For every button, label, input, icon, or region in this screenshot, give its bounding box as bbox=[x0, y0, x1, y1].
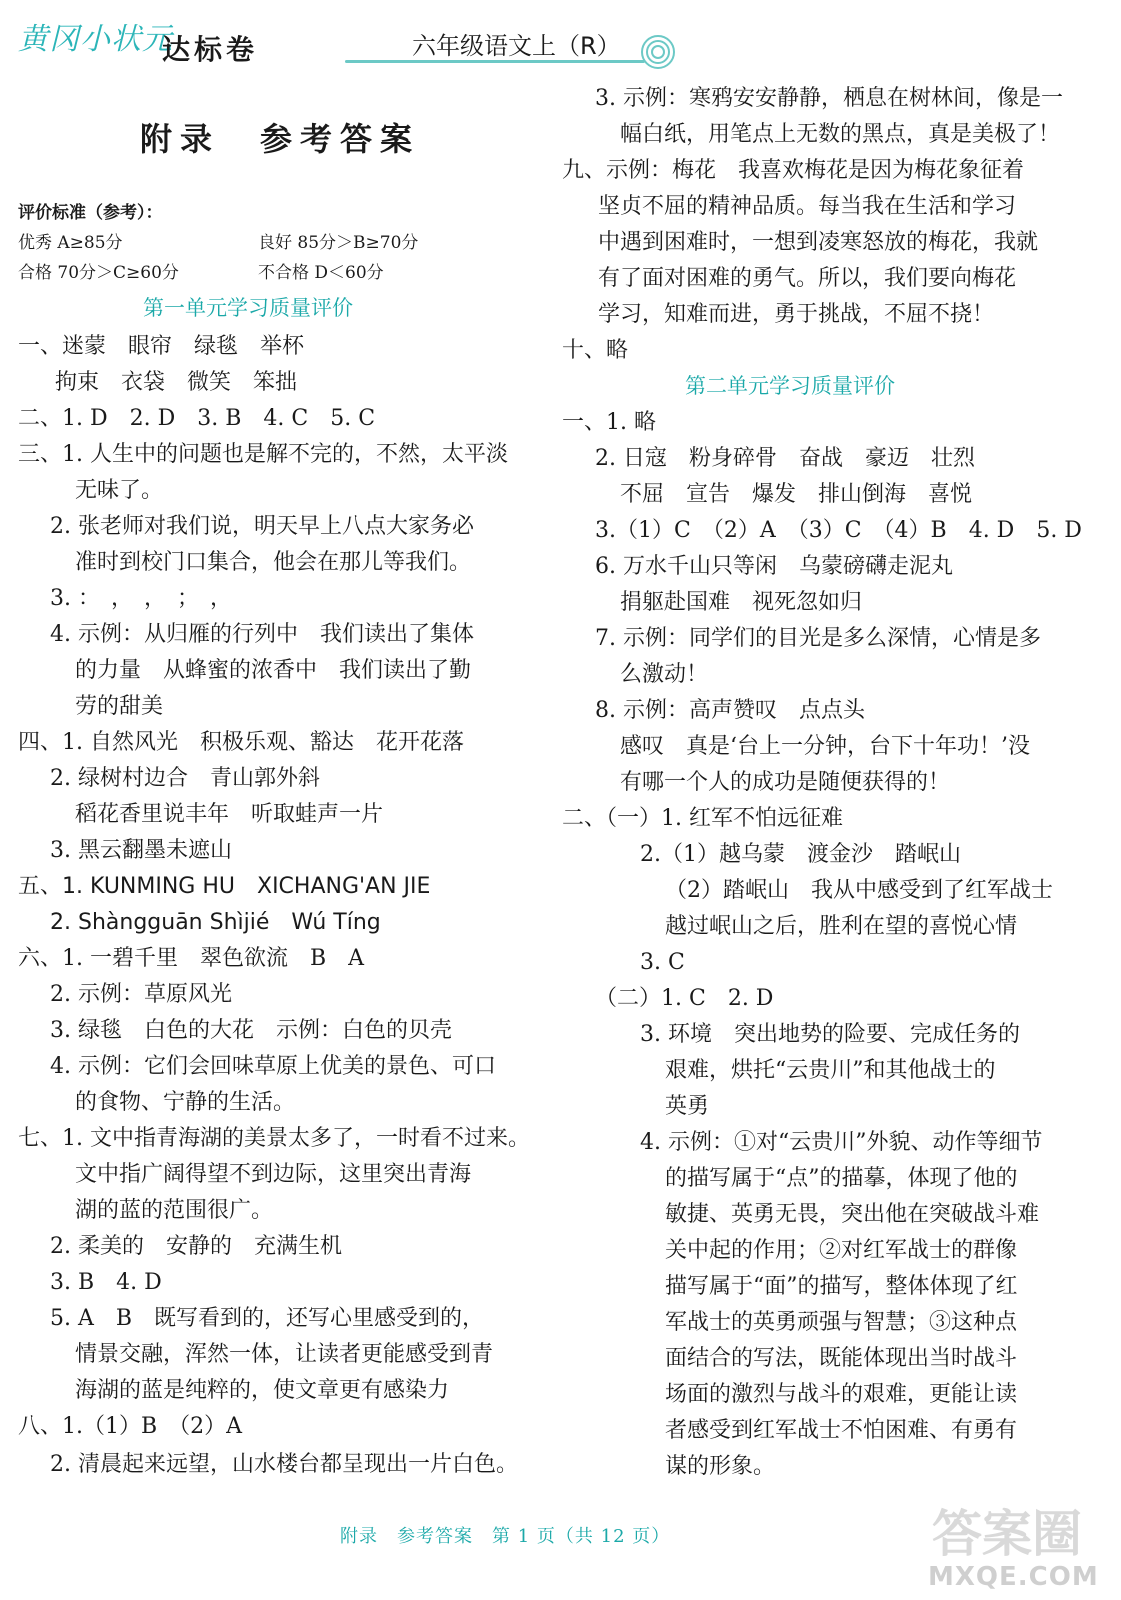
subject-label: 六年级语文上（R） bbox=[412, 32, 621, 60]
watermark-url: MXQE.COM bbox=[928, 1562, 1099, 1592]
answer-line: 幅白纸，用笔点上无数的黑点，真是美极了！ bbox=[620, 122, 1061, 147]
answer-line: 二、1. D 2. D 3. B 4. C 5. C bbox=[18, 406, 376, 431]
answer-line: 谋的形象。 bbox=[665, 1454, 776, 1479]
answer-line: 一、迷蒙 眼帘 绿毯 举杯 bbox=[18, 334, 305, 359]
answer-line: 6. 万水千山只等闲 乌蒙磅礴走泥丸 bbox=[595, 554, 953, 579]
answer-line: 军战士的英勇顽强与智慧；③这种点 bbox=[665, 1310, 1018, 1335]
answer-line: 八、1.（1）B （2）A bbox=[18, 1414, 243, 1439]
answer-line: 学习，知难而进，勇于挑战，不屈不挠！ bbox=[598, 302, 995, 327]
answer-line: 2. Shàngguān Shìjié Wú Tíng bbox=[50, 910, 381, 935]
answer-line: 劳的甜美 bbox=[75, 694, 164, 719]
answer-line: （2）踏岷山 我从中感受到了红军战士 bbox=[665, 878, 1053, 903]
answer-line: 2. 清晨起来远望，山水楼台都呈现出一片白色。 bbox=[50, 1452, 518, 1477]
answer-line: 敏捷、英勇无畏，突出他在突破战斗难 bbox=[665, 1202, 1040, 1227]
answer-line: 稻花香里说丰年 听取蛙声一片 bbox=[75, 802, 384, 827]
header-rule bbox=[345, 60, 645, 63]
answer-line: 3. ： ， ， ； ， bbox=[50, 586, 232, 611]
answer-line: 英勇 bbox=[665, 1094, 710, 1119]
answer-line: 3. C bbox=[640, 950, 685, 975]
answer-line: 七、1. 文中指青海湖的美景太多了，一时看不过来。 bbox=[18, 1126, 530, 1151]
answer-line: 海湖的蓝是纯粹的，使文章更有感染力 bbox=[75, 1378, 450, 1403]
page-header bbox=[0, 0, 1121, 90]
answer-line: （二）1. C 2. D bbox=[595, 986, 774, 1011]
answer-line: 2.（1）越乌蒙 渡金沙 踏岷山 bbox=[640, 842, 961, 867]
answer-line: 3. 绿毯 白色的大花 示例：白色的贝壳 bbox=[50, 1018, 452, 1043]
answer-line: 2. 日寇 粉身碎骨 奋战 豪迈 壮烈 bbox=[595, 446, 975, 471]
answer-line: 2. 张老师对我们说，明天早上八点大家务必 bbox=[50, 514, 474, 539]
answer-line: 3.（1）C （2）A （3）C （4）B 4. D 5. D bbox=[595, 518, 1082, 543]
book-title: 达标卷 bbox=[162, 33, 259, 66]
answer-line: 四、1. 自然风光 积极乐观、豁达 花开花落 bbox=[18, 730, 464, 755]
answer-line: 2. 柔美的 安静的 充满生机 bbox=[50, 1234, 342, 1259]
answer-line: 五、1. KUNMING HU XICHANG'AN JIE bbox=[18, 874, 431, 899]
answer-line: 十、略 bbox=[562, 338, 629, 363]
answer-line: 5. A B 既写看到的，还写心里感受到的， bbox=[50, 1306, 485, 1331]
answer-line: 中遇到困难时，一想到凌寒怒放的梅花，我就 bbox=[598, 230, 1039, 255]
grade-good: 良好 85分＞B≥70分 bbox=[258, 233, 419, 253]
answer-line: 无味了。 bbox=[75, 478, 164, 503]
answer-line: 面结合的写法，既能体现出当时战斗 bbox=[665, 1346, 1018, 1371]
answer-line: 4. 示例：①对“云贵川”外貌、动作等细节 bbox=[640, 1130, 1043, 1155]
section-unit-2: 第二单元学习质量评价 bbox=[685, 374, 895, 398]
answer-line: 感叹 真是‘台上一分钟，台下十年功！’没 bbox=[620, 734, 1030, 759]
watermark-logo: 答案圈 bbox=[932, 1505, 1082, 1563]
answer-line: 么激动！ bbox=[620, 662, 709, 687]
answer-line: 九、示例：梅花 我喜欢梅花是因为梅花象征着 bbox=[562, 158, 1025, 183]
answer-line: 有了面对困难的勇气。所以，我们要向梅花 bbox=[598, 266, 1017, 291]
answer-line: 8. 示例：高声赞叹 点点头 bbox=[595, 698, 865, 723]
answer-line: 湖的蓝的范围很广。 bbox=[75, 1198, 274, 1223]
eval-heading: 评价标准（参考）： bbox=[18, 203, 163, 223]
answer-line: 2. 示例：草原风光 bbox=[50, 982, 232, 1007]
grade-pass: 合格 70分＞C≥60分 bbox=[18, 263, 179, 283]
answer-line: 文中指广阔得望不到边际，这里突出青海 bbox=[75, 1162, 472, 1187]
answer-line: 3. B 4. D bbox=[50, 1270, 162, 1295]
answer-line: 3. 环境 突出地势的险要、完成任务的 bbox=[640, 1022, 1020, 1047]
grade-excellent: 优秀 A≥85分 bbox=[18, 233, 123, 253]
section-unit-1: 第一单元学习质量评价 bbox=[143, 296, 353, 320]
answer-line: 3. 示例：寒鸦安安静静，栖息在树林间，像是一 bbox=[595, 86, 1063, 111]
page-footer: 附录 参考答案 第 1 页（共 12 页） bbox=[340, 1526, 671, 1547]
answer-line: 的力量 从蜂蜜的浓香中 我们读出了勤 bbox=[75, 658, 472, 683]
answer-line: 有哪一个人的成功是随便获得的！ bbox=[620, 770, 951, 795]
answer-line: 拘束 衣袋 微笑 笨拙 bbox=[55, 370, 298, 395]
answer-line: 场面的激烈与战斗的艰难，更能让读 bbox=[665, 1382, 1018, 1407]
answer-line: 的食物、宁静的生活。 bbox=[75, 1090, 296, 1115]
answer-line: 一、1. 略 bbox=[562, 410, 656, 435]
answer-line: 不屈 宣告 爆发 排山倒海 喜悦 bbox=[620, 482, 973, 507]
answer-line: 关中起的作用；②对红军战士的群像 bbox=[665, 1238, 1018, 1263]
answer-line: 的描写属于“点”的描摹，体现了他的 bbox=[665, 1166, 1018, 1191]
answer-line: 捐躯赴国难 视死忽如归 bbox=[620, 590, 863, 615]
answer-line: 艰难，烘托“云贵川”和其他战士的 bbox=[665, 1058, 996, 1083]
grade-fail: 不合格 D＜60分 bbox=[258, 263, 384, 283]
answer-line: 4. 示例：它们会回味草原上优美的景色、可口 bbox=[50, 1054, 496, 1079]
brand-logo: 黄冈小状元 bbox=[18, 22, 173, 57]
answer-line: 情景交融，浑然一体，让读者更能感受到青 bbox=[75, 1342, 494, 1367]
answer-line: 描写属于“面”的描写，整体体现了红 bbox=[665, 1274, 1018, 1299]
answer-line: 三、1. 人生中的问题也是解不完的，不然，太平淡 bbox=[18, 442, 508, 467]
answer-line: 二、（一）1. 红军不怕远征难 bbox=[562, 806, 843, 831]
answer-line: 3. 黑云翻墨未遮山 bbox=[50, 838, 232, 863]
answer-line: 7. 示例：同学们的目光是多么深情，心情是多 bbox=[595, 626, 1041, 651]
answer-line: 者感受到红军战士不怕困难、有勇有 bbox=[665, 1418, 1018, 1443]
answer-line: 坚贞不屈的精神品质。每当我在生活和学习 bbox=[598, 194, 1017, 219]
answer-line: 准时到校门口集合，他会在那儿等我们。 bbox=[75, 550, 472, 575]
answer-line: 越过岷山之后，胜利在望的喜悦心情 bbox=[665, 914, 1018, 939]
answer-line: 2. 绿树村边合 青山郭外斜 bbox=[50, 766, 320, 791]
swirl-icon bbox=[640, 34, 676, 70]
answer-line: 六、1. 一碧千里 翠色欲流 B A bbox=[18, 946, 365, 971]
page-title: 附录 参考答案 bbox=[140, 120, 421, 158]
answer-line: 4. 示例：从归雁的行列中 我们读出了集体 bbox=[50, 622, 474, 647]
